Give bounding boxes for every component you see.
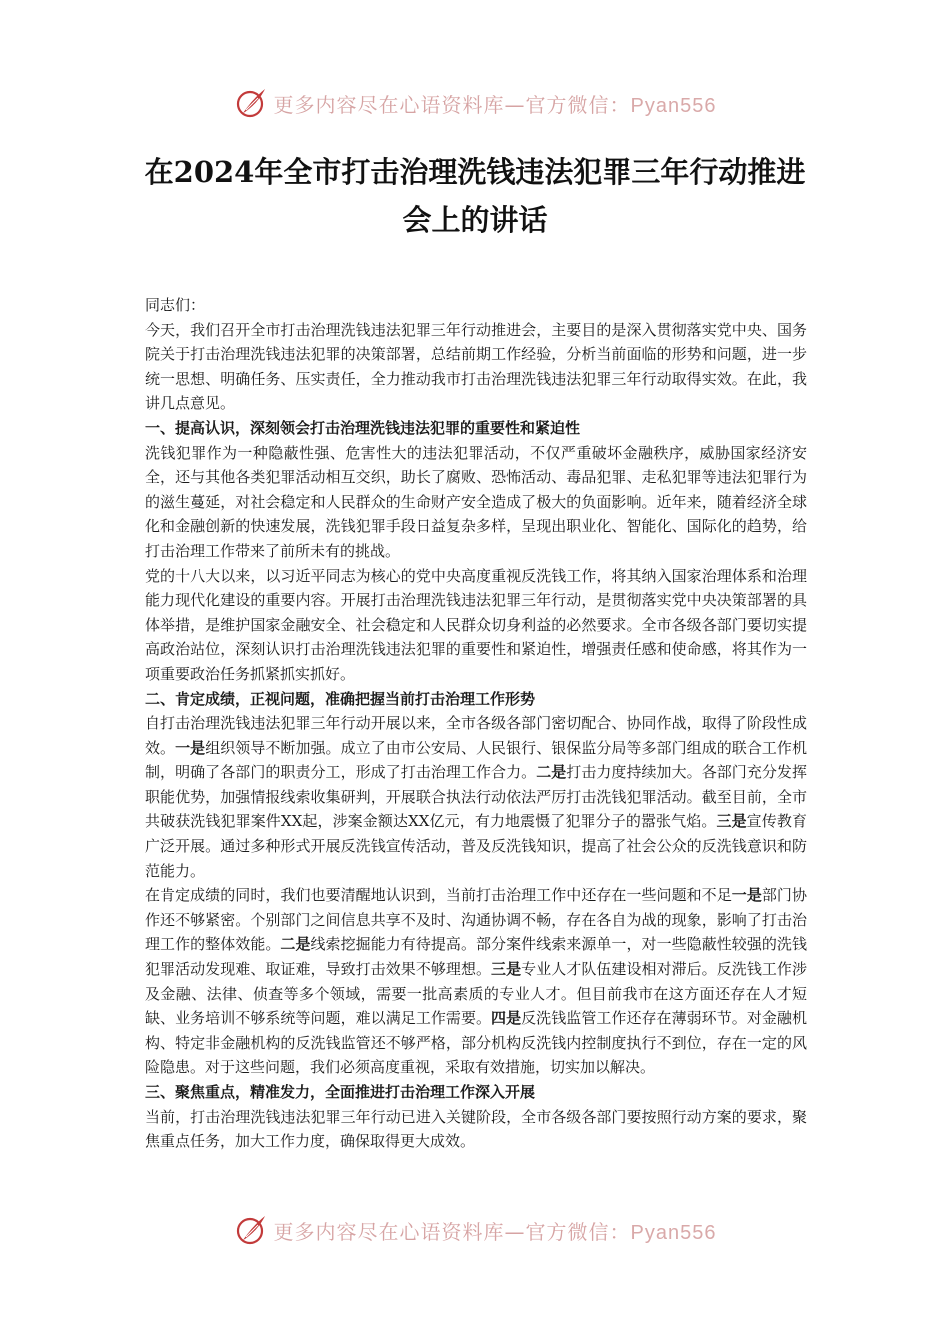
banner-text <box>274 89 717 118</box>
paragraph-2: 党的十八大以来，以习近平同志为核心的党中央高度重视反洗钱工作，将其纳入国家治理体系和治理能力现代化建设的重要内容。开展打击治理洗钱违法犯罪三年行动，是贯彻落实党中央决策部署的具体举措，是维护国家金融安全、社会稳定和人民群众切身利益的必然要求。全市各级各部门要切实提高政治站位，深刻认识打击治理洗钱违法犯罪的重要性和紧迫性，增强责任感和使命感，将其作为一项重要政治任务抓紧抓实抓好。 <box>145 566 807 683</box>
p4-text-3: 专业人才队伍建设相对滞后。反洗钱工作涉及金融、法律、侦查等多个领域，需要一批高素质的专业人才。但目前我市在这方面还存在人才短缺、业务培训不够系统等问题，难以满足工作需要。 <box>145 960 807 1028</box>
p4-text-2: 线索挖掘能力有待提高。部分案件线索来源单一，对一些隐蔽性较强的洗钱犯罪活动发现难、取证难，导致打击效果不够理想。 <box>145 935 807 979</box>
p3-keyword-3: 三是 <box>716 812 747 831</box>
document-title <box>100 148 850 244</box>
banner-wechat-id: Pyan556 <box>630 94 717 117</box>
title-line-1: 在2024年全市打击治理洗钱违法犯罪三年行动推进 <box>144 155 806 189</box>
p3-keyword-1: 一是 <box>175 738 206 757</box>
section-heading-1: 一、提高认识，深刻领会打击治理洗钱违法犯罪的重要性和紧迫性 <box>145 418 581 437</box>
salutation: 同志们： <box>145 296 206 314</box>
paragraph-1: 洗钱犯罪作为一种隐蔽性强、危害性大的违法犯罪活动，不仅严重破坏金融秩序，威胁国家经济安全，还与其他各类犯罪活动相互交织，助长了腐败、恐怖活动、毒品犯罪、走私犯罪等违法犯罪行为的滋生蔓延，对社会稳定和人民群众的生命财产安全造成了极大的负面影响。近年来，随着经济全球化和金融创新的快速发展，洗钱犯罪手段日益复杂多样，呈现出职业化、智能化、国际化的趋势，给打击治理工作带来了前所未有的挑战。 <box>145 443 807 560</box>
p4-text-4: 反洗钱监管工作还存在薄弱环节。对金融机构、特定非金融机构的反洗钱监管还不够严格，部分机构反洗钱内控制度执行不到位，存在一定的风险隐患。对于这些问题，我们必须高度重视，采取有效措施，切实加以解决。 <box>145 1009 807 1077</box>
document-body <box>145 293 807 1154</box>
p3-lead: 自打击治理洗钱违法犯罪三年行动开展以来，全市各级各部门密切配合、协同作战，取得了阶段性成效。 <box>145 714 807 757</box>
quill-pen-logo-icon <box>234 86 268 120</box>
p4-keyword-2: 二是 <box>280 935 311 954</box>
paragraph-5: 当前，打击治理洗钱违法犯罪三年行动已进入关键阶段，全市各级各部门要按照行动方案的要求，聚焦重点任务，加大工作力度，确保取得更大成效。 <box>145 1107 807 1151</box>
quill-pen-logo-icon <box>234 1213 268 1247</box>
banner-text <box>274 1216 717 1245</box>
title-line-2: 会上的讲话 <box>402 203 548 237</box>
header-banner <box>0 83 950 123</box>
banner-text-cn: 更多内容尽在心语资料库—官方微信： <box>273 1219 631 1244</box>
p3-text-2: 打击力度持续加大。各部门充分发挥职能优势，加强情报线索收集研判，开展联合执法行动依法严厉打击洗钱犯罪活动。截至目前，全市共破获洗钱犯罪案件XX起，涉案金额达XX亿元，有力地震慑了犯罪分子的嚣张气焰。 <box>145 763 807 831</box>
intro-paragraph: 今天，我们召开全市打击治理洗钱违法犯罪三年行动推进会，主要目的是深入贯彻落实党中央、国务院关于打击治理洗钱违法犯罪的决策部署，总结前期工作经验，分析当前面临的形势和问题，进一步统一思想、明确任务、压实责任，全力推动我市打击治理洗钱违法犯罪三年行动取得实效。在此，我讲几点意见。 <box>145 320 807 413</box>
p4-lead: 在肯定成绩的同时，我们也要清醒地认识到，当前打击治理工作中还存在一些问题和不足 <box>145 886 732 905</box>
paragraph-4 <box>145 883 807 1080</box>
p4-text-1: 部门协作还不够紧密。个别部门之间信息共享不及时、沟通协调不畅，存在各自为战的现象，影响了打击治理工作的整体效能。 <box>145 886 807 954</box>
p4-keyword-1: 一是 <box>731 886 762 905</box>
section-heading-3: 三、聚焦重点，精准发力，全面推进打击治理工作深入开展 <box>145 1083 536 1101</box>
p3-keyword-2: 二是 <box>536 763 567 782</box>
p4-keyword-3: 三是 <box>491 960 522 979</box>
p4-keyword-4: 四是 <box>491 1009 522 1028</box>
banner-text-cn: 更多内容尽在心语资料库—官方微信： <box>273 92 631 117</box>
p3-text-1: 组织领导不断加强。成立了由市公安局、人民银行、银保监分局等多部门组成的联合工作机制，明确了各部门的职责分工，形成了打击治理工作合力。 <box>145 738 807 782</box>
banner-wechat-id: Pyan556 <box>630 1221 717 1244</box>
p3-text-3: 宣传教育广泛开展。通过多种形式开展反洗钱宣传活动，普及反洗钱知识，提高了社会公众的反洗钱意识和防范能力。 <box>145 812 807 880</box>
paragraph-3 <box>145 711 807 883</box>
footer-banner <box>0 1210 950 1250</box>
section-heading-2: 二、肯定成绩，正视问题，准确把握当前打击治理工作形势 <box>145 689 536 708</box>
